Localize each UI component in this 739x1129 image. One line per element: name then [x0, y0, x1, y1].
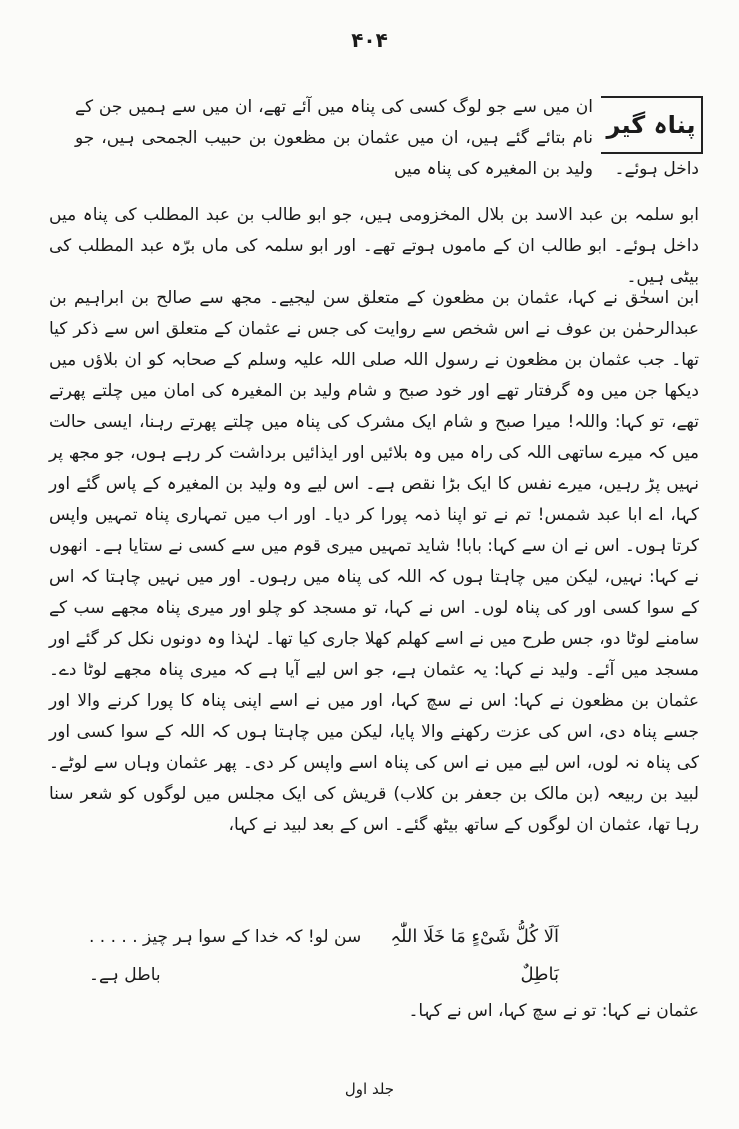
poem-line-1	[49, 918, 699, 956]
footer-volume: جلد اول	[344, 1080, 395, 1098]
sidebar-heading: پناہ گیر	[601, 96, 703, 154]
page-number: ۴۰۴	[351, 28, 388, 52]
poem-line-1-urdu: سن لو! کہ خدا کے سوا ہر چیز . . . . .	[89, 927, 362, 947]
poem-line-2-arabic: بَاطِلٌ	[520, 964, 559, 985]
poem-line-2	[49, 956, 699, 994]
abu-salama-paragraph: ابو سلمہ بن عبد الاسد بن بلال المخزومی ہیں، جو ابو طالب بن عبد المطلب کی پناہ میں داخل ہوئے۔ ابو طالب ان کے ماموں ہوتے تھے۔ اور ابو سلمہ کی ماں برّہ عبد المطلب کی بیٹی ہیں۔	[49, 205, 699, 287]
poem-line-1-arabic: اَلَا کُلُّ شَیْءٍ مَا خَلَا اللّٰہِ	[390, 926, 559, 947]
main-paragraph: ابن اسحٰق نے کہا، عثمان بن مظعون کے متعلق سن لیجیے۔ مجھ سے صالح بن ابراہیم بن عبدالرحمٰن بن عوف نے اس شخص سے روایت کی جس نے عثمان کے متعلق اس سے ذکر کیا تھا۔ جب عثمان بن مظعون نے رسول اللہ صلی اللہ علیہ وسلم کے صحابہ کو ان بلاؤں میں دیکھا جن میں وہ گرفتار تھے اور خود صبح و شام ولید بن المغیرہ کی امان میں چلتے پھرتے تھے، تو کہا: واللہ! میرا صبح و شام ایک مشرک کی پناہ میں چلتے پھرتے رہنا، ایسی حالت میں کہ میرے ساتھی اللہ کی راہ میں وہ بلائیں اور ایذائیں برداشت کر رہے ہوں، جو مجھ پر نہیں پڑ رہیں، میرے نفس کا ایک بڑا نقص ہے۔ اس لیے وہ ولید بن المغیرہ کے پاس گئے اور کہا، اے ابا عبد شمس! تم نے تو اپنا ذمہ پورا کر دیا۔ اور اب میں تمہاری پناہ تمہیں واپس کرتا ہوں۔ اس نے ان سے کہا: بابا! شاید تمہیں میری قوم میں سے کسی نے ستایا ہے۔ انھوں نے کہا: نہیں، لیکن میں چاہتا ہوں کہ اللہ کی پناہ میں رہوں۔ اور میں نہیں چاہتا کہ اس کے سوا کسی اور کی پناہ لوں۔ اس نے کہا، تو مسجد کو چلو اور میری پناہ مجھے سب کے سامنے لوٹا دو، جس طرح میں نے اسے کھلم کھلا جاری کیا تھا۔ لہٰذا وہ دونوں نکل کر گئے اور مسجد میں آئے۔ ولید نے کہا: یہ عثمان ہے، جو اس لیے آیا ہے کہ میری پناہ مجھے لوٹا دے۔ عثمان بن مظعون نے کہا: اس نے سچ کہا، اور میں نے اسے اپنی پناہ کا پورا کرنے والا اور جسے پناہ دی، اس کی عزت رکھنے والا پایا، لیکن میں چاہتا ہوں کہ اللہ کے سوا کسی اور کی پناہ نہ لوں، اس لیے میں نے اس کی پناہ اسے واپس کر دی۔ پھر عثمان وہاں سے لوٹے۔ لبید بن ربیعہ (بن مالک بن جعفر بن کلاب) قریش کی ایک مجلس میں لوگوں کو شعر سنا رہا تھا، عثمان ان لوگوں کے ساتھ بیٹھ گئے۔ اس کے بعد لبید نے کہا،	[49, 288, 699, 835]
closing-line: عثمان نے کہا: تو نے سچ کہا، اس نے کہا۔	[408, 1001, 699, 1021]
intro-paragraph-end: داخل ہوئے۔	[614, 159, 699, 179]
poem	[49, 918, 699, 994]
poem-line-2-urdu: باطل ہے۔	[89, 965, 161, 985]
intro-paragraph: ان میں سے جو لوگ کسی کی پناہ میں آئے تھے، ان میں سے ہمیں جن کے نام بتائے گئے ہیں، ان میں عثمان بن مظعون بن حبیب الجمحی ہیں، جو ولید بن المغیرہ کی پناہ میں	[75, 97, 593, 179]
